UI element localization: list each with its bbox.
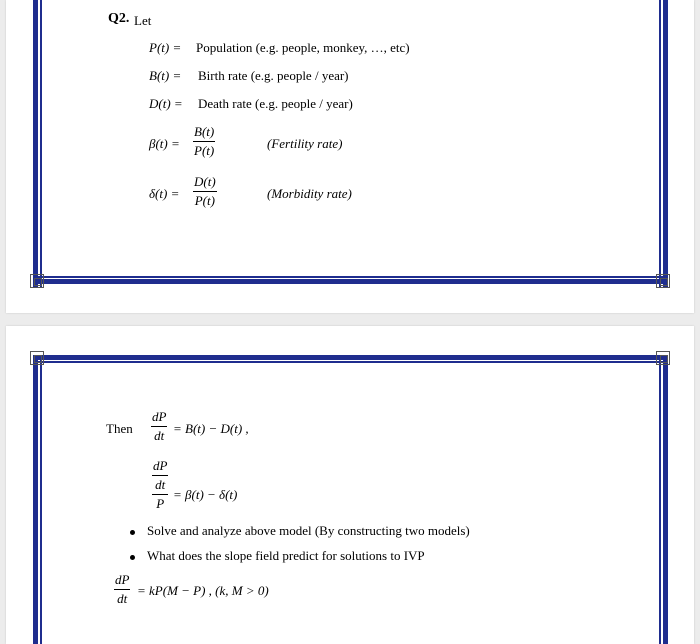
fraction-numerator: dP: [114, 572, 130, 590]
border-corner-ornament: [656, 351, 670, 365]
per-capita-fraction: [151, 458, 169, 512]
fraction-denominator: dt: [154, 428, 165, 443]
fraction-denominator: P(t): [194, 143, 215, 158]
definition-lhs: B(t) =: [149, 68, 182, 83]
inner-numerator: dP: [152, 458, 168, 476]
definition-rhs: Population (e.g. people, monkey, …, etc): [196, 40, 410, 55]
ivp-fraction: [114, 572, 130, 607]
border-line: [663, 0, 668, 288]
border-corner-ornament: [30, 274, 44, 288]
bullet-text: What does the slope field predict for solutions to IVP: [147, 548, 425, 563]
equation-rhs: = β(t) − δ(t): [173, 487, 238, 502]
beta-lhs: β(t) =: [149, 136, 180, 151]
fraction-numerator: dP: [151, 409, 167, 427]
heading-word: Let: [134, 13, 152, 28]
bullet-icon: [130, 530, 135, 535]
morbidity-note: (Morbidity rate): [267, 186, 352, 201]
border-line: [33, 355, 38, 644]
definition-lhs: P(t) =: [149, 40, 182, 55]
then-word: Then: [106, 421, 133, 436]
fraction-denominator: P: [156, 496, 165, 511]
border-corner-ornament: [30, 351, 44, 365]
slide-model-equations: [6, 326, 694, 644]
bullet-icon: [130, 555, 135, 560]
fraction-denominator: P(t): [194, 193, 215, 208]
definition-lhs: D(t) =: [149, 96, 183, 111]
slide-q2-definitions: [6, 0, 694, 313]
border-line: [663, 355, 668, 644]
bullet-text: Solve and analyze above model (By constructing two models): [147, 523, 470, 538]
fraction-denominator: dt: [117, 591, 128, 606]
fraction-numerator: D(t): [193, 174, 217, 192]
delta-lhs: δ(t) =: [149, 186, 180, 201]
fraction-numerator: [151, 458, 169, 495]
border-line: [40, 0, 42, 288]
beta-fraction: [193, 124, 215, 159]
border-line: [33, 276, 668, 278]
border-line: [33, 0, 38, 288]
delta-fraction: [193, 174, 217, 209]
equation-rhs: = B(t) − D(t) ,: [173, 421, 249, 436]
fraction-numerator: B(t): [193, 124, 215, 142]
ivp-rhs: = kP(M − P) , (k, M > 0): [137, 583, 269, 598]
dp-dt-fraction: [151, 409, 167, 444]
definition-rhs: Death rate (e.g. people / year): [198, 96, 353, 111]
border-line: [40, 355, 42, 644]
border-corner-ornament: [656, 274, 670, 288]
question-number: Q2.: [108, 11, 130, 26]
inner-denominator: dt: [152, 476, 168, 495]
fertility-note: (Fertility rate): [267, 136, 343, 151]
border-line: [33, 361, 668, 363]
border-line: [33, 355, 668, 360]
border-line: [659, 0, 661, 288]
border-line: [33, 279, 668, 284]
border-line: [659, 355, 661, 644]
definition-rhs: Birth rate (e.g. people / year): [198, 68, 349, 83]
